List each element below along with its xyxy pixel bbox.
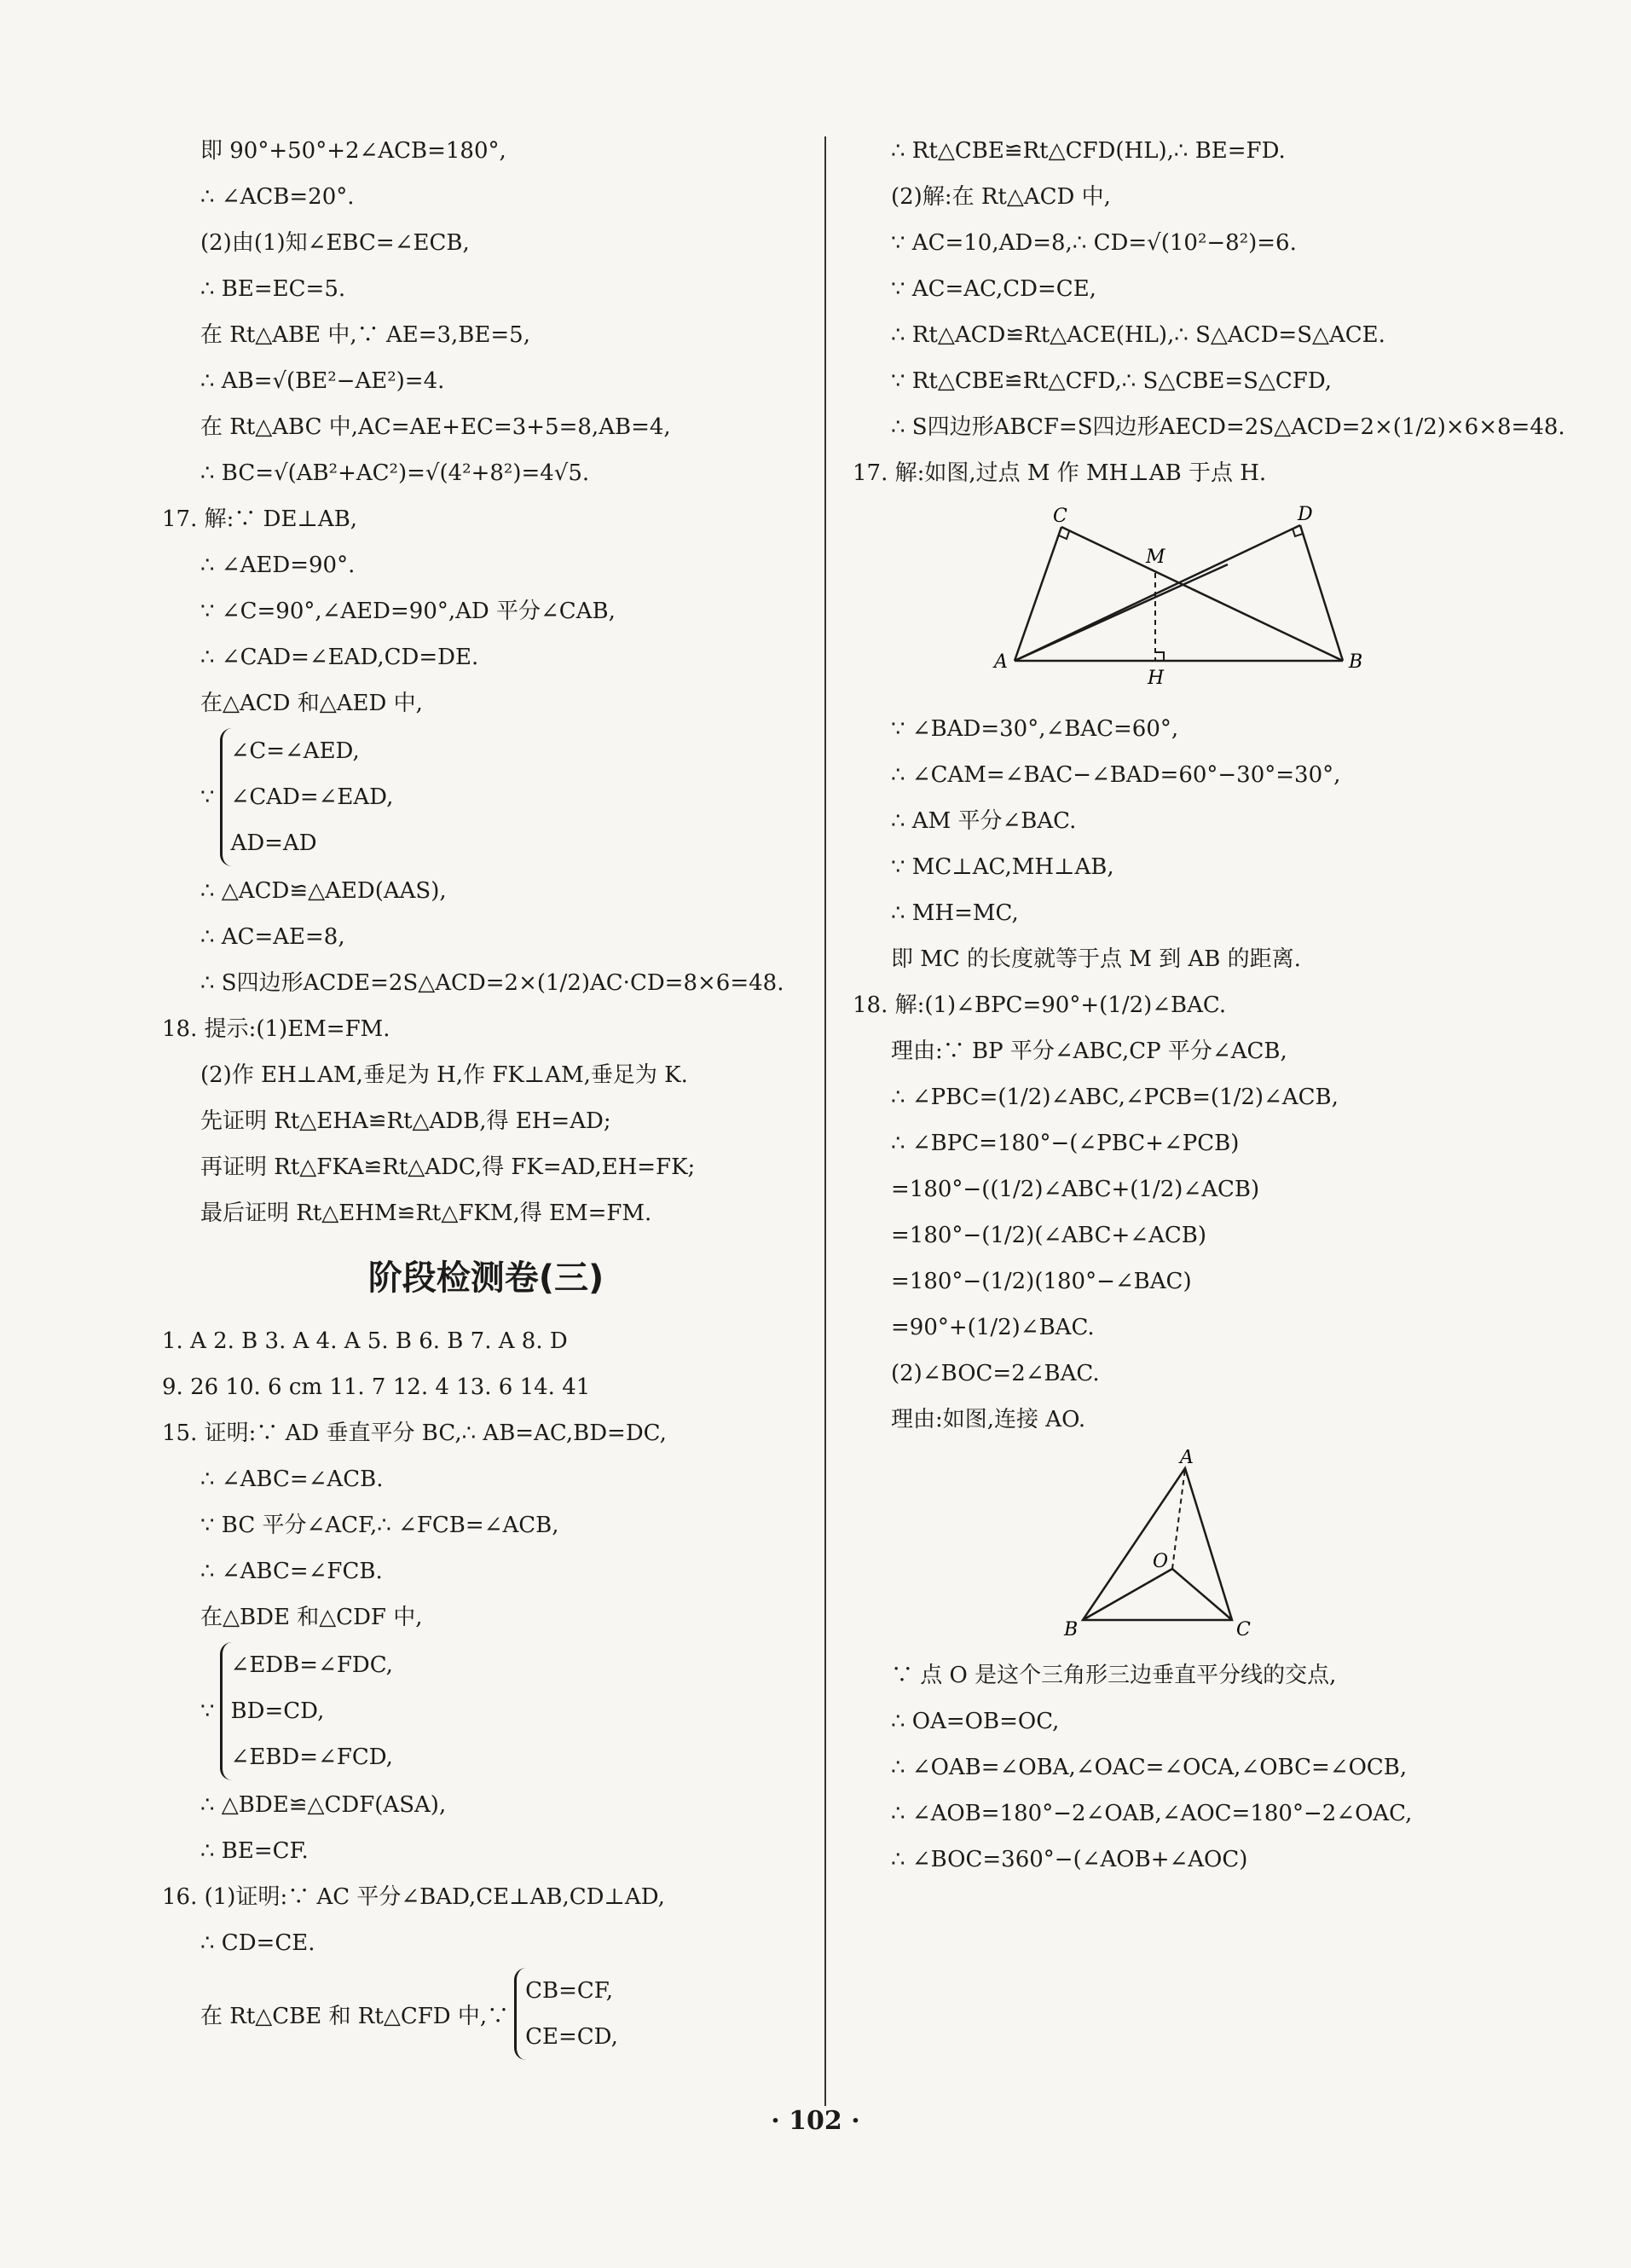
text-line: ∴ ∠ABC=∠FCB. — [200, 1559, 383, 1584]
text-line: ∵ 点 O 是这个三角形三边垂直平分线的交点, — [891, 1663, 1337, 1688]
text-line: 18. 提示:(1)EM=FM. — [162, 1016, 390, 1042]
text-line: ∴ Rt△CBE≌Rt△CFD(HL),∴ BE=FD. — [891, 138, 1286, 164]
text-line: ∵ AC=AC,CD=CE, — [891, 276, 1096, 302]
fig2-label-c: C — [1236, 1619, 1251, 1640]
fig1-label-c: C — [1053, 506, 1067, 527]
fig2-label-a: A — [1180, 1449, 1194, 1468]
text-line: ∴ ∠AOB=180°−2∠OAB,∠AOC=180°−2∠OAC, — [891, 1801, 1413, 1826]
text-line: 即 MC 的长度就等于点 M 到 AB 的距离. — [891, 946, 1301, 972]
text-line: 理由:∵ BP 平分∠ABC,CP 平分∠ACB, — [891, 1039, 1287, 1064]
text-line: ∴ ∠ABC=∠ACB. — [200, 1467, 384, 1492]
text-line: ∴ AB=√(BE²−AE²)=4. — [200, 368, 445, 394]
text-line: ∴ ∠AED=90°. — [200, 553, 356, 578]
brace-system — [162, 728, 810, 866]
brace-prefix: ∵ — [200, 784, 215, 810]
text-line: ∴ ∠BOC=360°−(∠AOB+∠AOC) — [891, 1847, 1248, 1872]
fig2-label-o: O — [1153, 1551, 1169, 1572]
text-line: ∴ ∠OAB=∠OBA,∠OAC=∠OCA,∠OBC=∠OCB, — [891, 1755, 1408, 1780]
figure-triangle-mh — [955, 503, 1398, 699]
text-line: ∵ ∠C=90°,∠AED=90°,AD 平分∠CAB, — [200, 599, 616, 624]
text-line: ∴ Rt△ACD≌Rt△ACE(HL),∴ S△ACD=S△ACE. — [891, 322, 1385, 348]
brace-prefix: 在 Rt△CBE 和 Rt△CFD 中,∵ — [200, 2003, 510, 2029]
text-line: 在△BDE 和△CDF 中, — [200, 1605, 423, 1630]
text-line: 再证明 Rt△FKA≌Rt△ADC,得 FK=AD,EH=FK; — [200, 1154, 696, 1180]
page-number: · 102 · — [771, 2106, 860, 2136]
text-line: 16. (1)证明:∵ AC 平分∠BAD,CE⊥AB,CD⊥AD, — [162, 1884, 665, 1910]
text-line: ∴ BE=EC=5. — [200, 276, 346, 302]
text-line: (2)由(1)知∠EBC=∠ECB, — [200, 230, 470, 256]
text-line: ∵ ∠BAD=30°,∠BAC=60°, — [891, 716, 1179, 742]
text-line: 先证明 Rt△EHA≌Rt△ADB,得 EH=AD; — [200, 1108, 611, 1134]
brace-conditions — [220, 1642, 393, 1780]
text-line: ∵ BC 平分∠ACF,∴ ∠FCB=∠ACB, — [200, 1513, 559, 1538]
text-line: 理由:如图,连接 AO. — [891, 1407, 1086, 1432]
text-line: ∴ AC=AE=8, — [200, 924, 345, 950]
condition-line: ∠C=∠AED, — [230, 738, 360, 764]
text-line: 15. 证明:∵ AD 垂直平分 BC,∴ AB=AC,BD=DC, — [162, 1420, 667, 1446]
condition-line: AD=AD — [230, 830, 317, 856]
fig1-label-h: H — [1148, 668, 1165, 689]
text-line: ∴ MH=MC, — [891, 900, 1019, 926]
brace-conditions — [220, 728, 394, 866]
brace-system — [162, 1968, 810, 2060]
text-line: ∴ CD=CE. — [200, 1930, 315, 1956]
text-line: ∴ BE=CF. — [200, 1838, 309, 1864]
condition-line: CB=CF, — [525, 1978, 614, 2004]
text-line: =180°−(1/2)(∠ABC+∠ACB) — [891, 1223, 1207, 1248]
text-line: 18. 解:(1)∠BPC=90°+(1/2)∠BAC. — [853, 992, 1227, 1018]
fig2-label-b: B — [1064, 1619, 1079, 1640]
text-line: ∵ Rt△CBE≌Rt△CFD,∴ S△CBE=S△CFD, — [891, 368, 1333, 394]
text-line: ∴ S四边形ABCF=S四边形AECD=2S△ACD=2×(1/2)×6×8=48. — [891, 414, 1565, 440]
brace-conditions — [514, 1968, 618, 2060]
condition-line: ∠CAD=∠EAD, — [230, 784, 394, 810]
figure-triangle-abc-o — [1040, 1449, 1313, 1646]
left-column — [162, 128, 810, 2062]
text-line: ∴ S四边形ACDE=2S△ACD=2×(1/2)AC·CD=8×6=48. — [200, 970, 784, 996]
text-line: ∴ ∠CAM=∠BAC−∠BAD=60°−30°=30°, — [891, 762, 1341, 788]
text-line: ∴ OA=OB=OC, — [891, 1709, 1060, 1734]
text-line: 最后证明 Rt△EHM≌Rt△FKM,得 EM=FM. — [200, 1201, 652, 1226]
text-line: ∴ ∠CAD=∠EAD,CD=DE. — [200, 645, 479, 670]
brace-system — [162, 1642, 810, 1780]
column-divider — [824, 136, 826, 2106]
text-line: 在 Rt△ABC 中,AC=AE+EC=3+5=8,AB=4, — [200, 414, 671, 440]
condition-line: ∠EBD=∠FCD, — [230, 1744, 393, 1770]
text-line: ∴ ∠PBC=(1/2)∠ABC,∠PCB=(1/2)∠ACB, — [891, 1085, 1339, 1110]
section-title: 阶段检测卷(三) — [367, 1258, 604, 1298]
brace-prefix: ∵ — [200, 1698, 215, 1724]
text-line: =90°+(1/2)∠BAC. — [891, 1315, 1095, 1340]
text-line: ∴ △ACD≌△AED(AAS), — [200, 878, 447, 904]
fig1-label-m: M — [1146, 547, 1165, 568]
text-line: ∴ AM 平分∠BAC. — [891, 808, 1077, 834]
right-column — [853, 128, 1565, 1883]
text-line: ∵ AC=10,AD=8,∴ CD=√(10²−8²)=6. — [891, 230, 1297, 256]
text-line: ∵ MC⊥AC,MH⊥AB, — [891, 854, 1114, 880]
text-line: =180°−(1/2)(180°−∠BAC) — [891, 1269, 1192, 1294]
fig1-label-b: B — [1349, 651, 1363, 673]
text-line: 在△ACD 和△AED 中, — [200, 691, 423, 716]
condition-line: BD=CD, — [230, 1698, 325, 1724]
fig1-label-d: D — [1298, 504, 1313, 525]
text-line: (2)∠BOC=2∠BAC. — [891, 1361, 1100, 1386]
text-line: (2)作 EH⊥AM,垂足为 H,作 FK⊥AM,垂足为 K. — [200, 1062, 688, 1088]
text-line: ∴ ∠BPC=180°−(∠PBC+∠PCB) — [891, 1131, 1240, 1156]
text-line: 即 90°+50°+2∠ACB=180°, — [200, 138, 506, 164]
text-line: (2)解:在 Rt△ACD 中, — [891, 184, 1111, 210]
condition-line: CE=CD, — [525, 2024, 618, 2050]
condition-line: ∠EDB=∠FDC, — [230, 1652, 393, 1678]
text-line: 1. A 2. B 3. A 4. A 5. B 6. B 7. A 8. D — [162, 1328, 568, 1354]
text-line: 17. 解:如图,过点 M 作 MH⊥AB 于点 H. — [853, 460, 1267, 486]
text-line: ∴ BC=√(AB²+AC²)=√(4²+8²)=4√5. — [200, 460, 590, 486]
text-line: ∴ ∠ACB=20°. — [200, 184, 355, 210]
fig1-label-a: A — [994, 651, 1008, 673]
text-line: 9. 26 10. 6 cm 11. 7 12. 4 13. 6 14. 41 — [162, 1374, 591, 1400]
text-line: =180°−((1/2)∠ABC+(1/2)∠ACB) — [891, 1177, 1260, 1202]
text-line: 17. 解:∵ DE⊥AB, — [162, 506, 358, 532]
text-line: 在 Rt△ABE 中,∵ AE=3,BE=5, — [200, 322, 530, 348]
text-line: ∴ △BDE≌△CDF(ASA), — [200, 1792, 447, 1818]
